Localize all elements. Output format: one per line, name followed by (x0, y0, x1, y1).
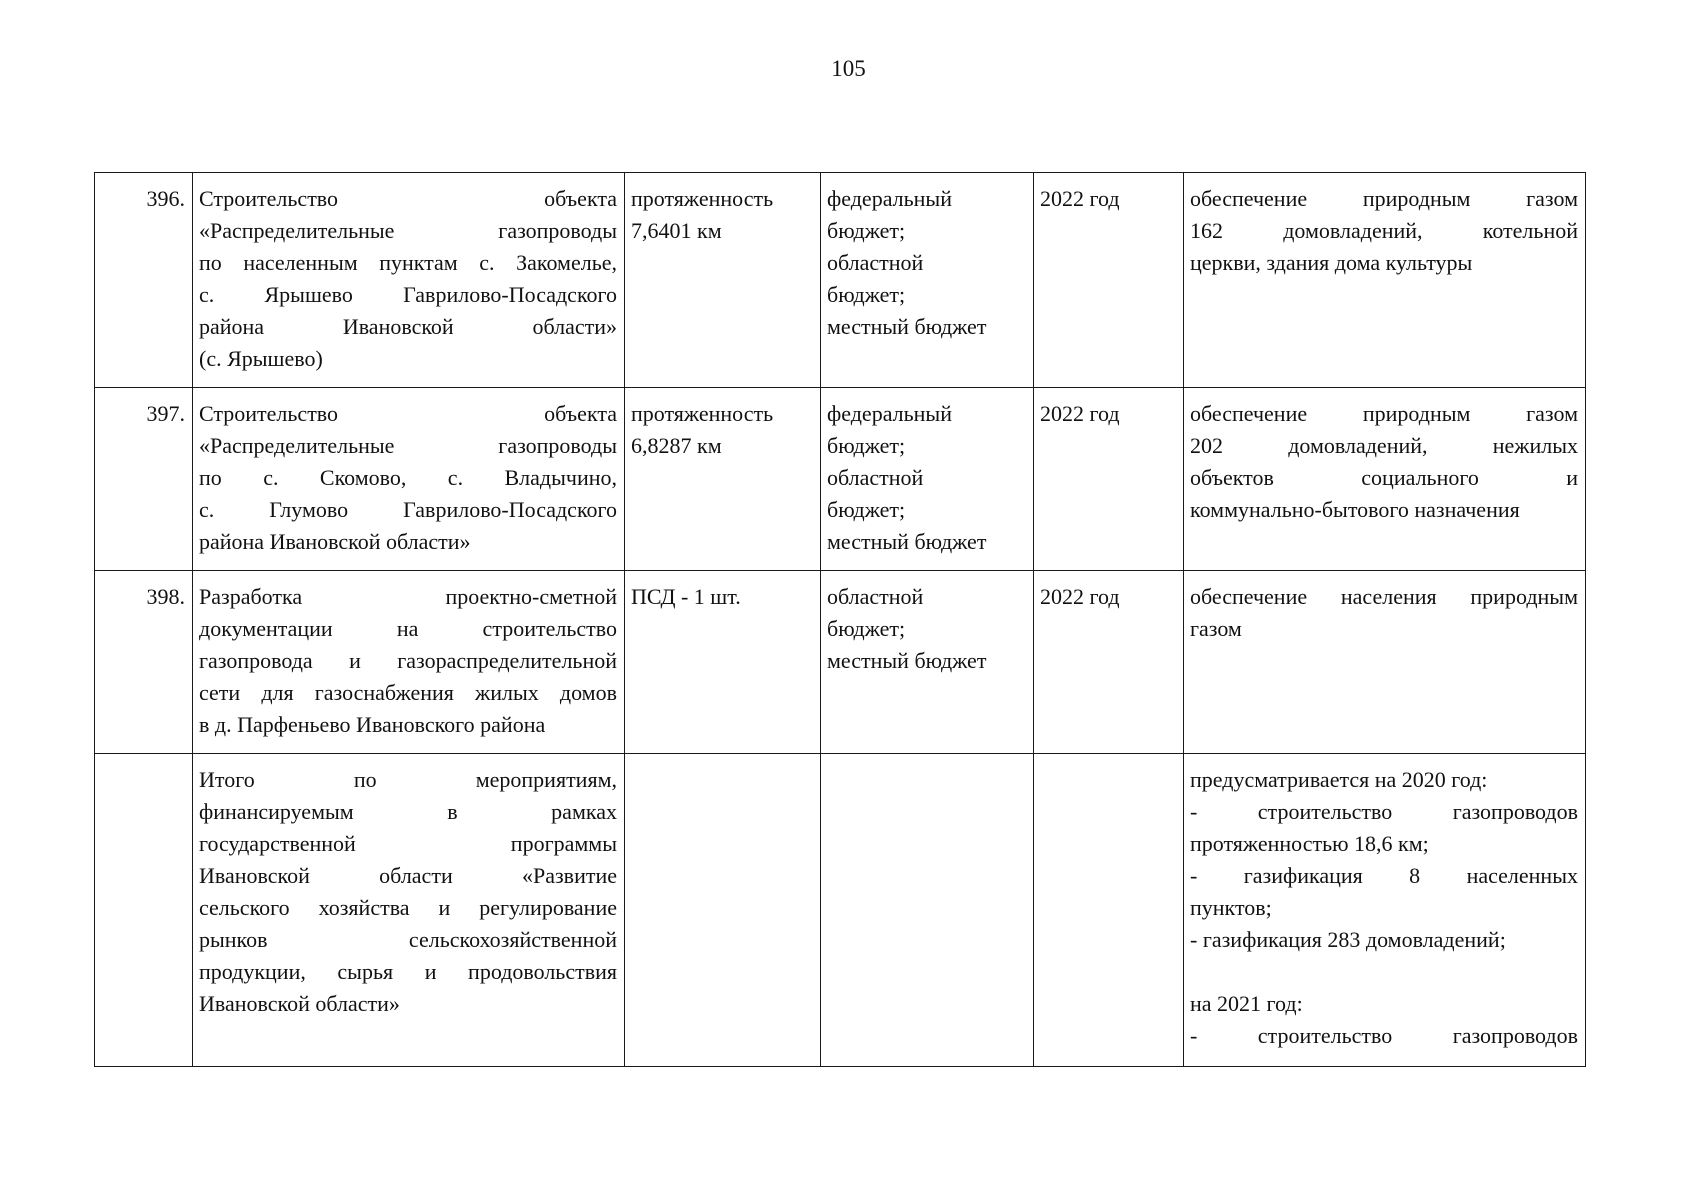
result-spacer (1190, 956, 1578, 988)
measure-name-line: «Распределительные газопроводы (199, 433, 617, 458)
indicator-line: протяженность (631, 401, 774, 426)
total-name-line: сельского хозяйства и регулирование (199, 895, 617, 920)
measure-name-line: сети для газоснабжения жилых домов (199, 680, 617, 705)
row-number: 398. (95, 571, 193, 754)
result-line: пунктов; (1190, 895, 1272, 920)
funding-cell (821, 754, 1034, 1067)
year-cell: 2022 год (1034, 571, 1184, 754)
funding-line: областной (827, 250, 924, 275)
measure-name-line: газопровода и газораспределительной (199, 648, 617, 673)
measure-name-line: Строительство объекта (199, 186, 617, 211)
indicator-cell (625, 173, 821, 388)
indicator-line: 7,6401 км (631, 218, 722, 243)
funding-cell (821, 388, 1034, 571)
funding-cell (821, 571, 1034, 754)
measure-name-line: района Ивановской области» (199, 314, 617, 339)
funding-line: бюджет; (827, 497, 906, 522)
funding-line: местный бюджет (827, 314, 987, 339)
result-line: - строительство газопроводов (1190, 1023, 1578, 1048)
measure-name-line: по с. Скомово, с. Владычино, (199, 465, 617, 490)
funding-line: бюджет; (827, 433, 906, 458)
total-name-line: Ивановской области «Развитие (199, 863, 617, 888)
result-line: объектов социального и (1190, 465, 1578, 490)
measure-name-line: района Ивановской области» (199, 529, 471, 554)
total-name-line: продукции, сырья и продовольствия (199, 959, 617, 984)
funding-line: бюджет; (827, 282, 906, 307)
result-line: - строительство газопроводов (1190, 799, 1578, 824)
measure-name-cell (193, 571, 625, 754)
result-line: - газификация 283 домовладений; (1190, 927, 1506, 952)
row-number: 396. (95, 173, 193, 388)
total-result-cell (1184, 754, 1586, 1067)
total-row (95, 754, 1586, 1067)
total-name-line: Итого по мероприятиям, (199, 767, 617, 792)
measure-name-line: Разработка проектно-сметной (199, 584, 617, 609)
measure-name-cell (193, 173, 625, 388)
measure-name-line: в д. Парфеньево Ивановского района (199, 712, 546, 737)
table-row (95, 173, 1586, 388)
indicator-line: ПСД - 1 шт. (631, 584, 741, 609)
result-line: обеспечение природным газом (1190, 401, 1578, 426)
measure-name-line: с. Ярышево Гаврилово-Посадского (199, 282, 617, 307)
measure-name-line: (с. Ярышево) (199, 346, 323, 371)
funding-line: бюджет; (827, 616, 906, 641)
row-number: 397. (95, 388, 193, 571)
total-name-line: финансируемым в рамках (199, 799, 617, 824)
result-line: предусматривается на 2020 год: (1190, 767, 1488, 792)
total-name-line: рынков сельскохозяйственной (199, 927, 617, 952)
result-line: - газификация 8 населенных (1190, 863, 1578, 888)
measures-table (94, 172, 1586, 1067)
result-line: обеспечение населения природным (1190, 584, 1578, 609)
result-line: протяженностью 18,6 км; (1190, 831, 1429, 856)
page-number: 105 (831, 56, 866, 81)
total-name-line: Ивановской области» (199, 991, 400, 1016)
result-line: обеспечение природным газом (1190, 186, 1578, 211)
result-cell (1184, 571, 1586, 754)
result-cell (1184, 388, 1586, 571)
measure-name-cell (193, 388, 625, 571)
result-line: 162 домовладений, котельной (1190, 218, 1578, 243)
year-cell: 2022 год (1034, 173, 1184, 388)
year-cell (1034, 754, 1184, 1067)
funding-line: областной (827, 465, 924, 490)
total-name-cell (193, 754, 625, 1067)
indicator-cell (625, 571, 821, 754)
measure-name-line: документации на строительство (199, 616, 617, 641)
funding-line: областной (827, 584, 924, 609)
funding-line: бюджет; (827, 218, 906, 243)
measure-name-line: «Распределительные газопроводы (199, 218, 617, 243)
indicator-cell (625, 754, 821, 1067)
table-row (95, 388, 1586, 571)
year-cell: 2022 год (1034, 388, 1184, 571)
result-cell (1184, 173, 1586, 388)
indicator-line: 6,8287 км (631, 433, 722, 458)
result-line: 202 домовладений, нежилых (1190, 433, 1578, 458)
result-line: на 2021 год: (1190, 991, 1303, 1016)
measure-name-line: по населенным пунктам с. Закомелье, (199, 250, 617, 275)
indicator-line: протяженность (631, 186, 774, 211)
funding-line: местный бюджет (827, 648, 987, 673)
measure-name-line: с. Глумово Гаврилово-Посадского (199, 497, 617, 522)
result-line: церкви, здания дома культуры (1190, 250, 1473, 275)
funding-line: федеральный (827, 401, 952, 426)
funding-line: местный бюджет (827, 529, 987, 554)
result-line: коммунально-бытового назначения (1190, 497, 1520, 522)
total-name-line: государственной программы (199, 831, 617, 856)
result-line: газом (1190, 616, 1242, 641)
funding-line: федеральный (827, 186, 952, 211)
table-row (95, 571, 1586, 754)
funding-cell (821, 173, 1034, 388)
measure-name-line: Строительство объекта (199, 401, 617, 426)
indicator-cell (625, 388, 821, 571)
row-number (95, 754, 193, 1067)
